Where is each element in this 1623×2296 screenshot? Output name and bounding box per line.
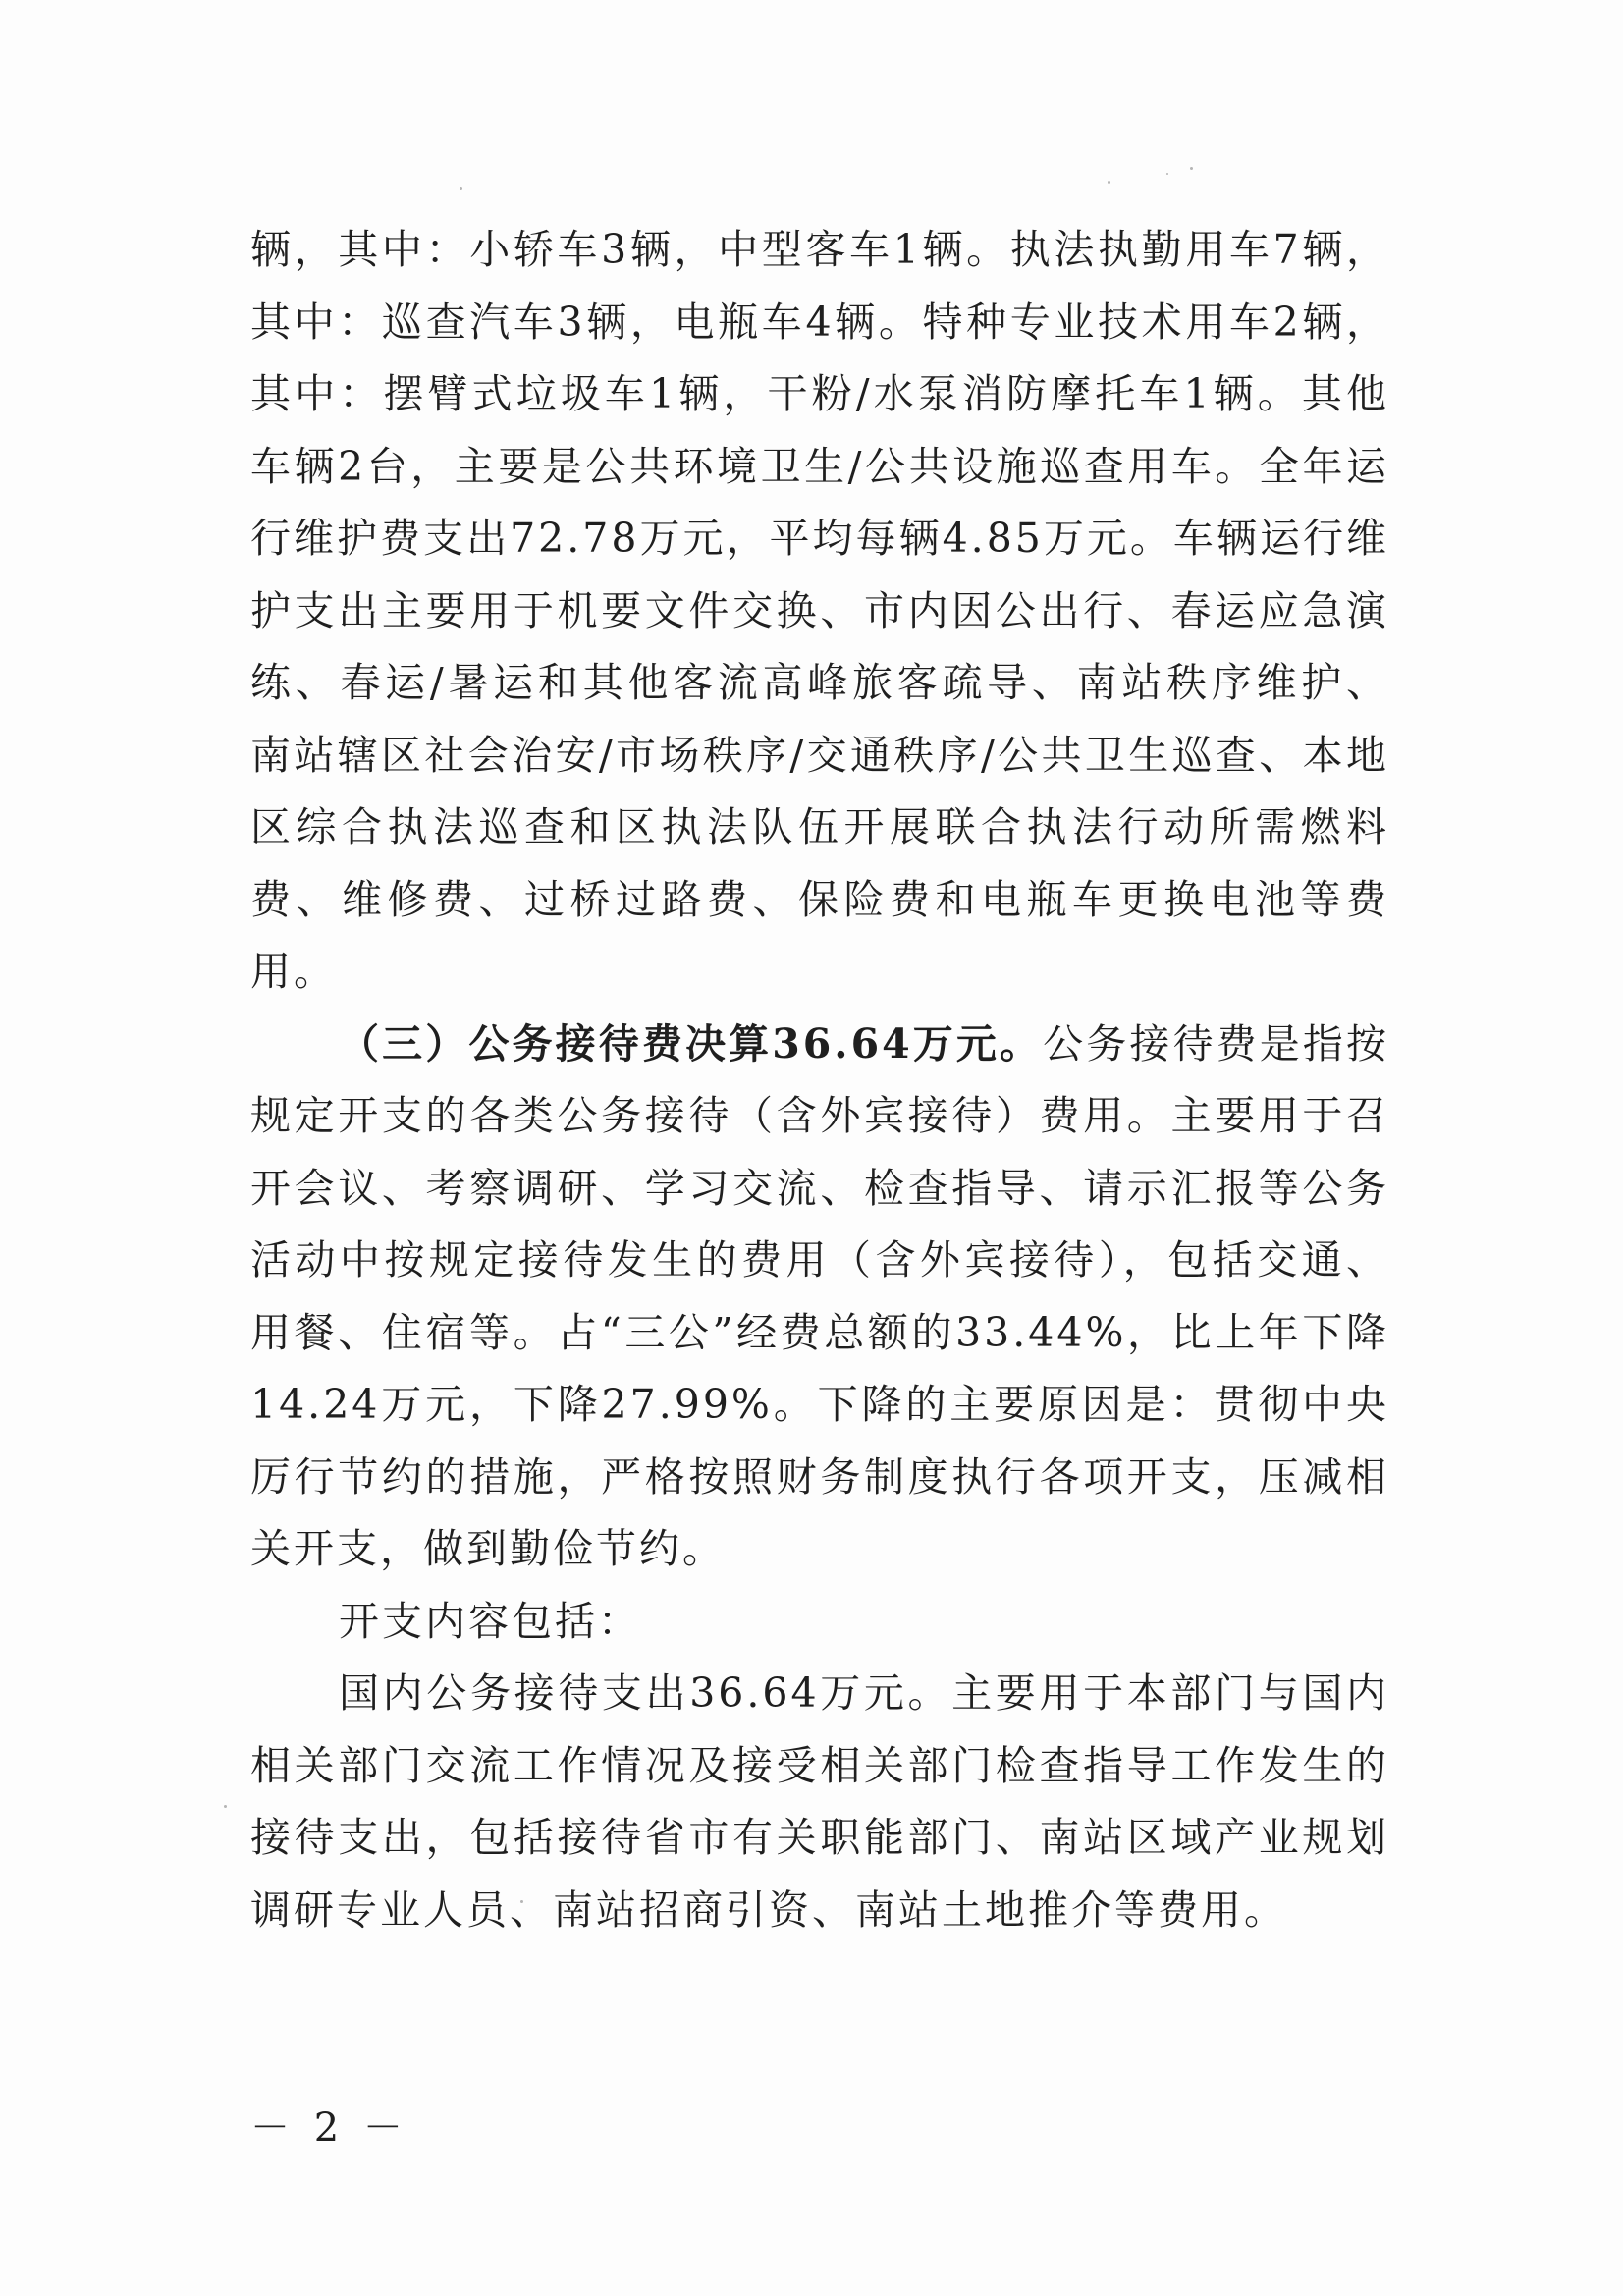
- page-number: － 2 －: [250, 2105, 408, 2151]
- paragraph-reception-fee: [250, 1009, 1389, 1586]
- paragraph-expense-items-text: 开支内容包括：: [339, 1597, 641, 1645]
- paragraph-domestic-reception: [250, 1658, 1389, 1946]
- scan-speck: [460, 187, 462, 190]
- section-heading-reception: （三）公务接待费决算36.64万元。: [339, 1019, 1044, 1067]
- paragraph-domestic-reception-text: 国内公务接待支出36.64万元。主要用于本部门与国内相关部门交流工作情况及接受相关部门检查指导工作发生的接待支出，包括接待省市有关职能部门、南站区域产业规划调研专业人员、南站招商引资、南站土地推介等费用。: [250, 1669, 1389, 1934]
- scan-speck: [1166, 173, 1168, 175]
- paragraph-reception-fee-text: 公务接待费是指按规定开支的各类公务接待（含外宾接待）费用。主要用于召开会议、考察调研、学习交流、检查指导、请示汇报等公务活动中按规定接待发生的费用（含外宾接待），包括交通、用餐、住宿等。占“三公”经费总额的33.44%，比上年下降14.24万元，下降27.99%。下降的主要原因是：贯彻中央厉行节约的措施，严格按照财务制度执行各项开支，压减相关开支，做到勤俭节约。: [250, 1019, 1389, 1572]
- paragraph-expense-items: [250, 1586, 1389, 1659]
- scan-speck: [1190, 167, 1193, 170]
- paragraph-vehicles: [250, 214, 1389, 1009]
- body-text: [250, 214, 1389, 1946]
- paragraph-vehicles-text: 辆，其中：小轿车3辆，中型客车1辆。执法执勤用车7辆，其中：巡查汽车3辆，电瓶车4辆。特种专业技术用车2辆，其中：摆臂式垃圾车1辆，干粉/水泵消防摩托车1辆。其他车辆2台，主要是公共环境卫生/公共设施巡查用车。全年运行维护费支出72.78万元，平均每辆4.85万元。车辆运行维护支出主要用于机要文件交换、市内因公出行、春运应急演练、春运/暑运和其他客流高峰旅客疏导、南站秩序维护、南站辖区社会治安/市场秩序/交通秩序/公共卫生巡查、本地区综合执法巡查和区执法队伍开展联合执法行动所需燃料费、维修费、过桥过路费、保险费和电瓶车更换电池等费用。: [250, 226, 1389, 995]
- scan-speck: [224, 1805, 227, 1808]
- scan-speck: [1108, 181, 1110, 184]
